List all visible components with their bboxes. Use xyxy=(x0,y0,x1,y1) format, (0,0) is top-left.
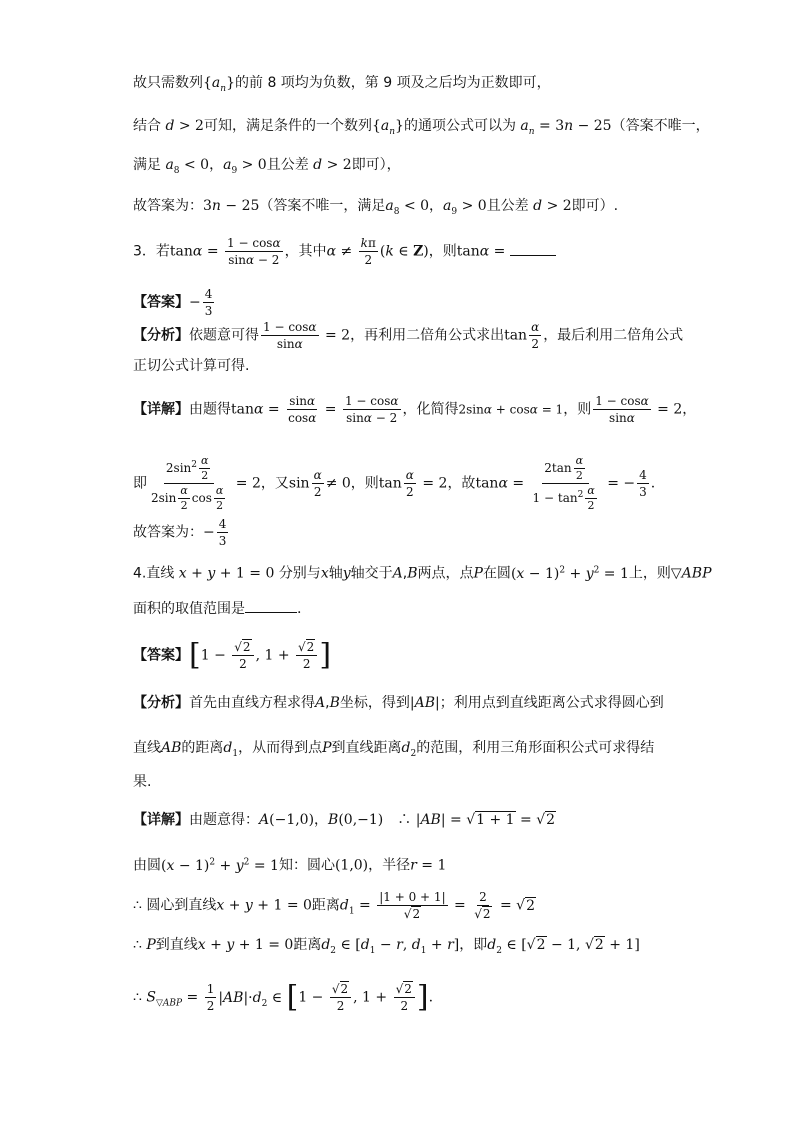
analysis-tag: 【分析】 xyxy=(133,327,189,344)
text: ；利用点到直线距离公式求得圆心到 xyxy=(439,695,664,711)
text: 直线 xyxy=(133,740,161,756)
text: 由圆 xyxy=(133,857,161,874)
q3-answer: 【答案】− $\frac{4}{3}$ xyxy=(133,287,213,318)
text: 由题意得： xyxy=(189,812,259,828)
text: 的距离 xyxy=(181,740,224,756)
text: 结合 xyxy=(133,118,161,134)
text: 且公差 xyxy=(486,198,529,214)
text: 依题意可得 xyxy=(189,327,259,344)
text: （答案不唯一， xyxy=(611,118,710,134)
text: （答案不唯一，满足 xyxy=(259,198,386,214)
text: 由题得 xyxy=(189,401,231,418)
text: 即可）， xyxy=(351,157,401,173)
detail-tag: 【详解】 xyxy=(133,812,189,828)
q4-detail-4: ∴ P到直线x + y + 1 = 0距离$d_2$ ∈ [$d_1 - r$, $d_1 + r$]，即$d_2$ ∈ [√2 − 1, √2 + 1] xyxy=(133,937,640,956)
q4-detail-3: ∴ 圆心到直线x + y + 1 = 0距离$d_1$ = $\frac{|1 + 0 + 1|}{√2}$ = $\frac{2}{√2}$ = √2 xyxy=(133,890,536,921)
text: 故答案为： xyxy=(133,198,203,214)
intro-line-2: 结合 d > 2可知，满足条件的一个数列$\{a_n\}$的通项公式可以为 $a_n = 3n - 25$（答案不唯一， xyxy=(133,118,710,137)
text: 轴交于 xyxy=(350,565,393,582)
q3-stem: 3．若tanα = $\frac{1 - \cos\alpha}{\sin\alpha - 2}$ ，其中α ≠ $\frac{k\pi}{2}$ (k ∈ Z)，则tanα = xyxy=(133,236,734,267)
text: 轴 xyxy=(328,565,343,582)
text: 直线 xyxy=(146,565,175,582)
question-number: 4. xyxy=(133,565,147,582)
text: 上，则 xyxy=(628,565,671,582)
text: ，半径 xyxy=(368,857,411,874)
text: 的范围，利用三角形面积公式可求得结 xyxy=(416,740,655,756)
text: 到直线距离 xyxy=(331,740,402,756)
text: ，其中 xyxy=(284,243,327,260)
answer-tag: 【答案】 xyxy=(133,294,189,311)
text: 满足 xyxy=(133,157,161,173)
q3-detail: 【详解】由题得tanα = $\frac{\sin\alpha}{\cos\alpha}$ = $\frac{1 - \cos\alpha}{\sin\alpha - 2}$ ，化简得2sinα + cosα = 1，则 $\frac{1 - \cos\alpha}{\sin\alpha}$ = 2， xyxy=(133,394,697,425)
question-number: 3．若 xyxy=(133,243,170,260)
detail-tag: 【详解】 xyxy=(133,401,189,418)
text: ，又 xyxy=(260,475,289,492)
q4-stem-cont: 面积的取值范围是 . xyxy=(133,598,734,619)
text: 可知，满足条件的一个数列 xyxy=(203,118,372,134)
text: 故答案为： xyxy=(133,524,203,541)
answer-blank xyxy=(245,598,297,613)
text: ，再利用二倍角公式求出 xyxy=(350,327,505,344)
text: ，化简得 xyxy=(402,401,459,418)
q3-conclusion: 故答案为：− $\frac{4}{3}$ xyxy=(133,517,227,548)
text: ，从而得到点 xyxy=(238,740,323,756)
text: 圆心到直线 xyxy=(146,897,217,914)
q4-analysis: 【分析】首先由直线方程求得A,B坐标，得到|AB|；利用点到直线距离公式求得圆心到 xyxy=(133,695,664,711)
q4-analysis-cont: 直线AB的距离$d_1$，从而得到点P到直线距离$d_2$的范围，利用三角形面积公式可求得结 xyxy=(133,740,655,759)
q3-analysis-cont xyxy=(133,356,734,376)
text: 知：圆心 xyxy=(278,857,335,874)
q4-detail-2: 由圆$(x - 1)^2 + y^2 = 1$知：圆心(1,0)，半径r = 1 xyxy=(133,857,447,874)
text: ，即 xyxy=(459,937,488,953)
text: ，则 xyxy=(350,475,379,492)
q3-analysis: 【分析】依题意可得 $\frac{1 - \cos\alpha}{\sin\alpha}$ = 2，再利用二倍角公式求出tan $\frac{\alpha}{2}$ ，最后利用二倍角公式 xyxy=(133,320,684,351)
q4-analysis-cont2 xyxy=(133,772,734,792)
text: 两点，点 xyxy=(417,565,474,582)
text: 到直线 xyxy=(155,937,198,953)
analysis-tag: 【分析】 xyxy=(133,695,189,711)
q4-stem: 4.直线 x + y + 1 = 0 分别与x轴y轴交于A,B两点，点P在圆$(x - 1)^2 + y^2 = 1$上，则▽ABP xyxy=(133,565,712,582)
text: 故只需数列 xyxy=(133,75,203,91)
text: 在圆 xyxy=(482,565,511,582)
q4-answer: 【答案】[1 − $\frac{√2}{2}$ , 1 + $\frac{√2}{2}$ ] xyxy=(133,637,332,673)
q4-detail-1: 【详解】由题意得：A(−1,0)，B(0,−1) ∴ |AB| = √1 + 1 = √2 xyxy=(133,812,556,828)
intro-line-4: 故答案为：3n − 25（答案不唯一，满足$a_8 < 0$，$a_9 > 0$且公差 d > 2即可）. xyxy=(133,198,619,217)
q3-detail-cont: 即 $2\sin^2$ $\frac{\alpha}{2}$ 2sin $\frac{\alpha}{2}$ cos $\frac{\alpha}{2}$ = 2，又sin $\frac{\alpha}{2}$ ≠ 0，则tan $\frac{\alpha}{2}$ = 2，故tanα = 2tan $\frac{\alpha}{2}$ $1 - \tan^2$ $\frac{\alpha}{2}$ = − $\frac{4}{3}$ . xyxy=(133,454,656,512)
text: 即可）. xyxy=(571,198,619,214)
text: ，最后利用二倍角公式 xyxy=(543,327,684,344)
text: 距离 xyxy=(293,937,322,953)
text: 面积的取值范围是 xyxy=(133,601,245,617)
text: ，则 xyxy=(563,401,592,418)
text: ，故 xyxy=(447,475,476,492)
answer-tag: 【答案】 xyxy=(133,647,189,664)
intro-line-1: 故只需数列$\{a_n\}$的前 8 项均为负数，第 9 项及之后均为正数即可， xyxy=(133,75,551,94)
text: 果. xyxy=(133,774,152,790)
text: 且公差 xyxy=(266,157,309,173)
text: 分别与 xyxy=(278,565,321,582)
answer-blank xyxy=(510,241,556,256)
q4-detail-5: ∴ $S_{▽ABP}$ = $\frac{1}{2}$ $|AB|\cdot d_2$ ∈ [1 − $\frac{√2}{2}$ , 1 + $\frac{√2}{2}$ ]. xyxy=(133,979,434,1015)
text: 即 xyxy=(133,475,147,492)
text: 的前 8 项均为负数，第 9 项及之后均为正数即可， xyxy=(235,75,551,91)
intro-line-3: 满足 $a_8 < 0$，$a_9 > 0$且公差 d > 2即可）， xyxy=(133,157,401,176)
text: 的通项公式可以为 xyxy=(403,118,516,134)
text: 正切公式计算可得. xyxy=(133,358,250,374)
text: ，则 xyxy=(428,243,457,260)
text: 距离 xyxy=(311,897,340,914)
text: 首先由直线方程求得 xyxy=(189,695,315,711)
text: 坐标，得到 xyxy=(339,695,410,711)
